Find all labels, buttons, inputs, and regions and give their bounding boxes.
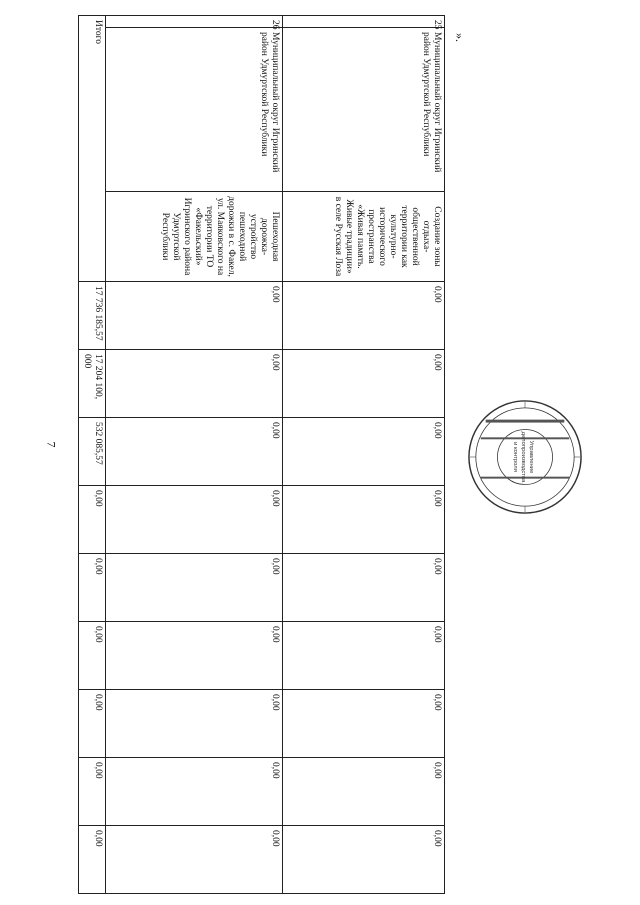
value-cell: 0,00 bbox=[106, 622, 283, 690]
closing-quote-mark: ». bbox=[453, 33, 467, 42]
row-number: 26 bbox=[106, 16, 283, 28]
total-value: 17 204 100, 000 bbox=[79, 350, 106, 418]
value-cell: 0,00 bbox=[283, 554, 445, 622]
total-row bbox=[79, 16, 106, 894]
value-cell: 0,00 bbox=[283, 826, 445, 894]
total-value: 0,00 bbox=[79, 554, 106, 622]
svg-text:делопроизводства: делопроизводства bbox=[520, 431, 527, 483]
total-value: 532 085,57 bbox=[79, 418, 106, 486]
value-cell: 0,00 bbox=[106, 758, 283, 826]
value-cell: 0,00 bbox=[283, 350, 445, 418]
budget-table bbox=[80, 15, 445, 881]
project-cell: Создание зоны отдыха- общественной территории как культурно- исторического пространства «Живая память. Живые традиции» в селе Русская Лоза bbox=[283, 192, 445, 282]
value-cell: 0,00 bbox=[283, 418, 445, 486]
svg-text:и контроля: и контроля bbox=[512, 442, 519, 472]
owner-cell: Муниципальный округ Игринский район Удмуртской Республики bbox=[283, 28, 445, 192]
owner-cell: Муниципальный округ Игринский район Удмуртской Республики bbox=[106, 28, 283, 192]
value-cell: 0,00 bbox=[106, 418, 283, 486]
total-value: 0,00 bbox=[79, 690, 106, 758]
value-cell: 0,00 bbox=[106, 826, 283, 894]
value-cell: 0,00 bbox=[283, 282, 445, 350]
total-label: Итого bbox=[79, 16, 106, 282]
total-value: 0,00 bbox=[79, 486, 106, 554]
total-value: 17 736 185,57 bbox=[79, 282, 106, 350]
page-number: 7 bbox=[44, 441, 59, 448]
table-row bbox=[106, 16, 283, 894]
project-cell: Пешеходная дорожка- устройство пешеходной дорожки в с. Факел, ул. Маяковского на территории ТО «Факельский» Игринского района Удмуртской Республики bbox=[106, 192, 283, 282]
value-cell: 0,00 bbox=[283, 622, 445, 690]
value-cell: 0,00 bbox=[283, 486, 445, 554]
row-number: 25 bbox=[283, 16, 445, 28]
value-cell: 0,00 bbox=[106, 350, 283, 418]
table-row bbox=[283, 16, 445, 894]
value-cell: 0,00 bbox=[283, 758, 445, 826]
svg-text:Управление: Управление bbox=[527, 440, 534, 474]
official-seal-stamp bbox=[466, 398, 584, 516]
total-value: 0,00 bbox=[79, 622, 106, 690]
value-cell: 0,00 bbox=[283, 690, 445, 758]
total-value: 0,00 bbox=[79, 826, 106, 894]
value-cell: 0,00 bbox=[106, 282, 283, 350]
value-cell: 0,00 bbox=[106, 554, 283, 622]
total-value: 0,00 bbox=[79, 758, 106, 826]
rotated-table-container bbox=[80, 15, 445, 881]
value-cell: 0,00 bbox=[106, 486, 283, 554]
value-cell: 0,00 bbox=[106, 690, 283, 758]
